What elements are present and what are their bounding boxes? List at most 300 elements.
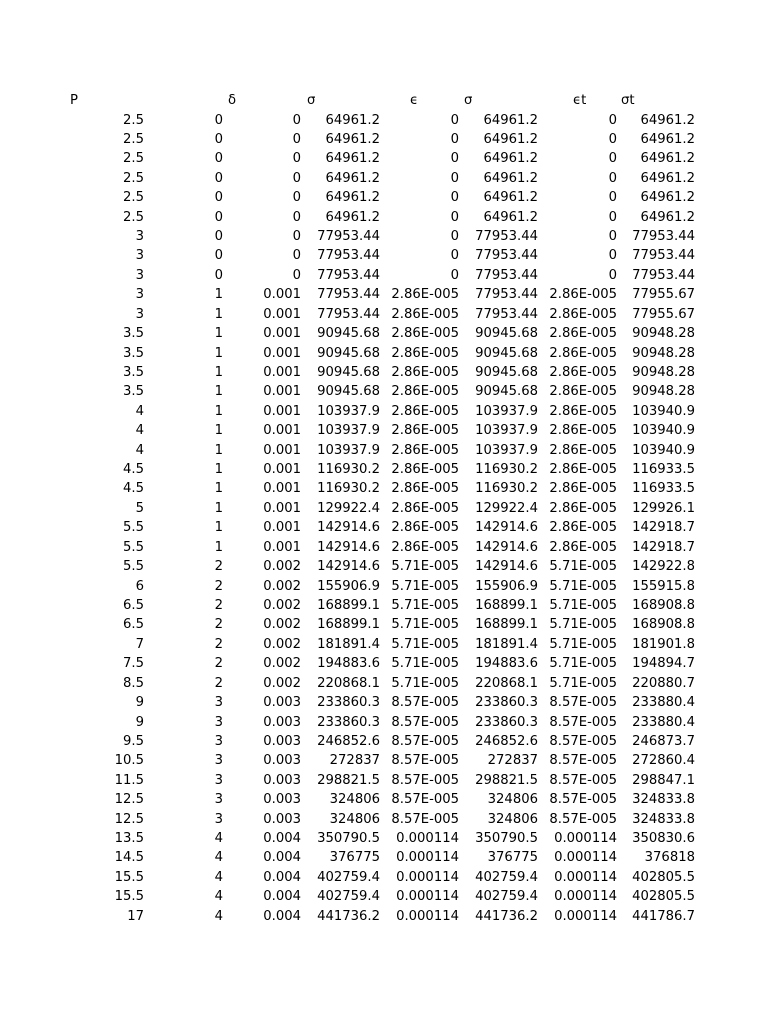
header-sigma-t: σt [621,93,635,108]
table-row [0,654,768,673]
table-row [0,111,768,130]
cell-sigma-t: 402805.5 [632,869,695,885]
cell-delta: 0 [214,209,223,225]
cell-epsilon-t: 77953.44 [475,229,538,245]
cell-sigma-t-2: 2.86E-005 [549,462,617,478]
cell-sigma-t-2: 2.86E-005 [549,326,617,342]
cell-sigma-t-2: 0.000114 [554,908,617,924]
cell-sigma-t: 64961.2 [640,131,695,147]
cell-sigma-t: 77953.44 [632,267,695,283]
cell-sigma: 0.001 [263,481,301,497]
cell-sigma-2: 8.57E-005 [391,792,459,808]
cell-p: 3 [135,267,144,283]
cell-sigma-t-2: 0.000114 [554,850,617,866]
cell-epsilon: 220868.1 [317,675,380,691]
cell-p: 3 [135,306,144,322]
cell-epsilon: 168899.1 [317,598,380,613]
cell-sigma-2: 0 [450,229,459,245]
cell-epsilon: 103937.9 [317,403,380,419]
cell-epsilon-t: 129922.4 [475,500,538,516]
table-row [0,285,768,304]
cell-epsilon-t: 103937.9 [475,403,538,419]
cell-sigma-t-2: 8.57E-005 [549,714,617,730]
cell-sigma-t-2: 5.71E-005 [549,656,617,672]
cell-sigma-t: 64961.2 [640,170,695,186]
cell-epsilon-t: 324806 [487,811,538,827]
cell-p: 2.5 [123,170,144,186]
cell-sigma-t-2: 8.57E-005 [549,772,617,788]
cell-sigma-t-2: 2.86E-005 [549,384,617,400]
cell-sigma-t-2: 0.000114 [554,889,617,905]
cell-sigma: 0 [292,170,301,186]
cell-p: 12.5 [114,811,144,827]
cell-epsilon-t: 168899.1 [475,617,538,633]
cell-sigma-t-2: 0 [608,229,617,245]
cell-sigma: 0.001 [263,403,301,419]
cell-p: 13.5 [114,831,144,847]
cell-epsilon: 116930.2 [317,481,380,497]
cell-p: 3 [135,248,144,264]
table-row [0,130,768,149]
cell-sigma-t: 168908.8 [632,617,695,633]
cell-delta: 0 [214,229,223,245]
cell-delta: 1 [214,306,223,322]
cell-epsilon-t: 324806 [487,792,538,808]
table-row [0,305,768,324]
cell-sigma-t-2: 2.86E-005 [549,364,617,380]
cell-epsilon: 77953.44 [317,229,380,245]
cell-sigma-2: 0.000114 [396,831,459,847]
cell-sigma-t: 77955.67 [632,306,695,322]
cell-sigma-t: 64961.2 [640,112,695,128]
table-row [0,693,768,712]
cell-delta: 2 [214,578,223,594]
cell-sigma: 0.003 [263,811,301,827]
cell-sigma-t: 142918.7 [632,520,695,536]
cell-sigma-t: 298847.1 [632,772,695,788]
cell-epsilon-t: 90945.68 [475,364,538,380]
cell-sigma-t: 77955.67 [632,287,695,303]
cell-p: 5.5 [123,539,144,555]
cell-sigma-2: 2.86E-005 [391,306,459,322]
cell-sigma-2: 5.71E-005 [391,675,459,691]
cell-p: 4 [135,442,144,458]
table-row [0,208,768,227]
cell-sigma: 0.002 [263,617,301,633]
table-row [0,577,768,596]
cell-delta: 1 [214,364,223,380]
cell-sigma-t-2: 0.000114 [554,831,617,847]
cell-epsilon-t: 402759.4 [475,889,538,905]
cell-p: 17 [127,908,144,924]
cell-sigma-t-2: 0.000114 [554,869,617,885]
cell-sigma-2: 0 [450,151,459,167]
cell-p: 7 [135,636,144,652]
cell-p: 2.5 [123,112,144,128]
cell-sigma-t: 64961.2 [640,209,695,225]
cell-sigma: 0.002 [263,675,301,691]
header-row [0,91,768,110]
cell-delta: 1 [214,345,223,361]
cell-sigma-t: 103940.9 [632,442,695,458]
header-sigma: σ [307,93,316,108]
cell-sigma-2: 0.000114 [396,869,459,885]
cell-delta: 4 [214,908,223,924]
cell-sigma-t-2: 5.71E-005 [549,598,617,613]
cell-sigma-t: 90948.28 [632,364,695,380]
cell-sigma: 0.001 [263,364,301,380]
cell-sigma-t: 441786.7 [632,908,695,924]
cell-epsilon: 77953.44 [317,248,380,264]
cell-sigma-t-2: 0 [608,112,617,128]
cell-epsilon: 103937.9 [317,423,380,439]
cell-sigma-t: 142922.8 [632,559,695,575]
cell-sigma-t: 103940.9 [632,423,695,439]
table-row [0,751,768,770]
cell-epsilon: 324806 [329,811,380,827]
cell-sigma-2: 2.86E-005 [391,481,459,497]
cell-p: 9.5 [123,733,144,749]
cell-epsilon: 64961.2 [325,209,380,225]
cell-p: 11.5 [114,772,144,788]
cell-sigma-t-2: 8.57E-005 [549,695,617,711]
table-row [0,499,768,518]
cell-sigma: 0 [292,209,301,225]
cell-sigma: 0.003 [263,714,301,730]
table-row [0,246,768,265]
table-row [0,460,768,479]
cell-delta: 3 [214,792,223,808]
cell-sigma-2: 8.57E-005 [391,811,459,827]
cell-p: 6.5 [123,598,144,613]
table-row [0,790,768,809]
cell-epsilon-t: 64961.2 [483,170,538,186]
cell-epsilon-t: 103937.9 [475,442,538,458]
cell-sigma-2: 8.57E-005 [391,772,459,788]
cell-sigma-t: 116933.5 [632,462,695,478]
cell-sigma-t: 77953.44 [632,229,695,245]
cell-epsilon: 103937.9 [317,442,380,458]
cell-epsilon-t: 168899.1 [475,598,538,613]
header-p: P [70,93,78,108]
cell-sigma-2: 0.000114 [396,908,459,924]
cell-sigma-2: 5.71E-005 [391,636,459,652]
cell-sigma: 0 [292,112,301,128]
cell-epsilon-t: 77953.44 [475,267,538,283]
cell-epsilon-t: 116930.2 [475,462,538,478]
cell-sigma-2: 8.57E-005 [391,733,459,749]
cell-sigma: 0 [292,190,301,206]
cell-p: 15.5 [114,869,144,885]
cell-epsilon: 272837 [329,753,380,769]
table-row [0,227,768,246]
cell-delta: 1 [214,403,223,419]
cell-sigma-2: 2.86E-005 [391,442,459,458]
cell-epsilon: 298821.5 [317,772,380,788]
cell-sigma: 0.003 [263,792,301,808]
cell-sigma-2: 5.71E-005 [391,656,459,672]
table-row [0,382,768,401]
cell-p: 14.5 [114,850,144,866]
cell-sigma: 0.002 [263,598,301,613]
table-row [0,596,768,615]
cell-sigma-2: 0 [450,190,459,206]
cell-epsilon-t: 298821.5 [475,772,538,788]
cell-epsilon-t: 441736.2 [475,908,538,924]
cell-sigma-t-2: 2.86E-005 [549,423,617,439]
cell-delta: 0 [214,248,223,264]
cell-epsilon: 246852.6 [317,733,380,749]
cell-sigma: 0.001 [263,462,301,478]
table-row [0,635,768,654]
cell-sigma-t: 233880.4 [632,714,695,730]
cell-sigma-t: 103940.9 [632,403,695,419]
cell-epsilon-t: 181891.4 [475,636,538,652]
cell-delta: 0 [214,190,223,206]
cell-epsilon: 324806 [329,792,380,808]
cell-sigma: 0.004 [263,850,301,866]
cell-sigma-t: 181901.8 [632,636,695,652]
cell-sigma-t: 90948.28 [632,326,695,342]
cell-p: 3.5 [123,364,144,380]
cell-p: 9 [135,714,144,730]
cell-sigma-2: 2.86E-005 [391,345,459,361]
cell-sigma-t: 64961.2 [640,190,695,206]
cell-delta: 1 [214,481,223,497]
cell-sigma: 0.003 [263,753,301,769]
cell-sigma-t-2: 5.71E-005 [549,617,617,633]
cell-sigma: 0.001 [263,442,301,458]
cell-epsilon: 77953.44 [317,306,380,322]
cell-sigma-2: 5.71E-005 [391,578,459,594]
table-row [0,149,768,168]
cell-sigma-t-2: 0 [608,248,617,264]
cell-sigma-t: 116933.5 [632,481,695,497]
cell-sigma-t-2: 2.86E-005 [549,520,617,536]
cell-sigma-2: 2.86E-005 [391,364,459,380]
cell-sigma-2: 0 [450,170,459,186]
cell-sigma-t: 90948.28 [632,384,695,400]
cell-p: 3.5 [123,326,144,342]
cell-delta: 1 [214,500,223,516]
cell-p: 12.5 [114,792,144,808]
cell-epsilon: 233860.3 [317,695,380,711]
header-sigma-2: σ [464,93,473,108]
table-row [0,169,768,188]
cell-sigma: 0.003 [263,695,301,711]
cell-sigma-t-2: 8.57E-005 [549,733,617,749]
cell-delta: 4 [214,831,223,847]
cell-epsilon: 350790.5 [317,831,380,847]
cell-epsilon-t: 77953.44 [475,248,538,264]
cell-epsilon-t: 350790.5 [475,831,538,847]
cell-delta: 1 [214,520,223,536]
cell-p: 15.5 [114,889,144,905]
cell-epsilon-t: 142914.6 [475,539,538,555]
cell-sigma-2: 0 [450,131,459,147]
cell-p: 8.5 [123,675,144,691]
cell-epsilon: 64961.2 [325,170,380,186]
cell-epsilon: 142914.6 [317,520,380,536]
cell-epsilon: 441736.2 [317,908,380,924]
cell-epsilon: 90945.68 [317,345,380,361]
cell-sigma: 0 [292,229,301,245]
cell-delta: 1 [214,384,223,400]
cell-p: 5.5 [123,559,144,575]
cell-p: 3 [135,287,144,303]
table-row [0,324,768,343]
table-row [0,771,768,790]
cell-sigma-t-2: 0 [608,151,617,167]
cell-p: 2.5 [123,131,144,147]
cell-delta: 3 [214,733,223,749]
cell-delta: 2 [214,656,223,672]
cell-delta: 1 [214,462,223,478]
cell-sigma-t: 272860.4 [632,753,695,769]
cell-sigma-t: 155915.8 [632,578,695,594]
cell-epsilon: 181891.4 [317,636,380,652]
cell-delta: 0 [214,151,223,167]
table-row [0,518,768,537]
cell-delta: 2 [214,598,223,613]
cell-sigma-2: 0 [450,248,459,264]
cell-epsilon-t: 155906.9 [475,578,538,594]
cell-sigma: 0.001 [263,423,301,439]
cell-sigma-t-2: 2.86E-005 [549,481,617,497]
cell-sigma-t-2: 2.86E-005 [549,500,617,516]
cell-epsilon-t: 77953.44 [475,306,538,322]
cell-epsilon-t: 116930.2 [475,481,538,497]
cell-sigma: 0.002 [263,636,301,652]
table-row [0,421,768,440]
cell-epsilon: 90945.68 [317,364,380,380]
cell-sigma-2: 8.57E-005 [391,753,459,769]
table-row [0,344,768,363]
cell-sigma-t: 129926.1 [632,500,695,516]
cell-epsilon-t: 142914.6 [475,559,538,575]
table-row [0,402,768,421]
cell-delta: 1 [214,423,223,439]
cell-epsilon-t: 402759.4 [475,869,538,885]
cell-epsilon: 77953.44 [317,267,380,283]
cell-epsilon: 402759.4 [317,869,380,885]
header-delta: δ [228,93,237,108]
table-row [0,713,768,732]
cell-epsilon-t: 376775 [487,850,538,866]
cell-delta: 2 [214,617,223,633]
cell-sigma-2: 5.71E-005 [391,617,459,633]
cell-sigma-t: 324833.8 [632,811,695,827]
cell-sigma-2: 0.000114 [396,889,459,905]
table-row [0,732,768,751]
cell-delta: 0 [214,112,223,128]
table-row [0,479,768,498]
cell-epsilon: 64961.2 [325,151,380,167]
cell-sigma-2: 8.57E-005 [391,714,459,730]
cell-sigma-2: 5.71E-005 [391,559,459,575]
cell-p: 4 [135,423,144,439]
cell-epsilon-t: 64961.2 [483,209,538,225]
cell-sigma: 0.004 [263,831,301,847]
cell-sigma-t-2: 5.71E-005 [549,675,617,691]
table-row [0,188,768,207]
cell-p: 2.5 [123,209,144,225]
cell-sigma-t: 90948.28 [632,345,695,361]
cell-sigma-t-2: 0 [608,209,617,225]
cell-epsilon: 194883.6 [317,656,380,672]
cell-delta: 4 [214,889,223,905]
cell-sigma-t-2: 2.86E-005 [549,403,617,419]
header-epsilon: ϵ [410,93,419,108]
cell-epsilon-t: 142914.6 [475,520,538,536]
cell-epsilon-t: 194883.6 [475,656,538,672]
cell-sigma-t-2: 0 [608,131,617,147]
cell-sigma: 0.003 [263,772,301,788]
cell-sigma-2: 2.86E-005 [391,520,459,536]
cell-sigma: 0.001 [263,326,301,342]
cell-sigma: 0.002 [263,656,301,672]
cell-p: 6.5 [123,617,144,633]
cell-epsilon: 90945.68 [317,326,380,342]
cell-sigma-2: 0 [450,112,459,128]
cell-epsilon-t: 90945.68 [475,345,538,361]
table-row [0,887,768,906]
cell-sigma-t: 350830.6 [632,831,695,847]
cell-sigma-2: 2.86E-005 [391,500,459,516]
cell-sigma-2: 2.86E-005 [391,403,459,419]
cell-sigma: 0 [292,267,301,283]
table-row [0,829,768,848]
cell-sigma-2: 0.000114 [396,850,459,866]
cell-delta: 1 [214,326,223,342]
cell-delta: 3 [214,714,223,730]
cell-sigma-t: 220880.7 [632,675,695,691]
cell-p: 5.5 [123,520,144,536]
cell-sigma-t-2: 8.57E-005 [549,811,617,827]
cell-p: 4.5 [123,462,144,478]
cell-sigma-t-2: 2.86E-005 [549,306,617,322]
cell-delta: 3 [214,772,223,788]
cell-sigma-2: 8.57E-005 [391,695,459,711]
cell-delta: 2 [214,559,223,575]
cell-sigma: 0 [292,248,301,264]
cell-epsilon: 402759.4 [317,889,380,905]
cell-sigma: 0.004 [263,908,301,924]
cell-epsilon: 116930.2 [317,462,380,478]
cell-sigma: 0.001 [263,500,301,516]
cell-epsilon: 142914.6 [317,559,380,575]
cell-sigma-t: 324833.8 [632,792,695,808]
cell-sigma-t-2: 0 [608,267,617,283]
cell-sigma-t-2: 2.86E-005 [549,539,617,555]
cell-epsilon-t: 103937.9 [475,423,538,439]
cell-sigma-t-2: 0 [608,190,617,206]
cell-sigma-2: 5.71E-005 [391,598,459,613]
table-row [0,363,768,382]
cell-epsilon: 64961.2 [325,131,380,147]
table-row [0,848,768,867]
cell-sigma: 0.001 [263,384,301,400]
cell-sigma-t: 77953.44 [632,248,695,264]
cell-sigma: 0.004 [263,869,301,885]
cell-sigma-t: 233880.4 [632,695,695,711]
table-row [0,868,768,887]
cell-epsilon-t: 233860.3 [475,714,538,730]
cell-p: 4 [135,403,144,419]
cell-sigma-t: 246873.7 [632,733,695,749]
cell-sigma-t: 168908.8 [632,598,695,613]
table-row [0,810,768,829]
